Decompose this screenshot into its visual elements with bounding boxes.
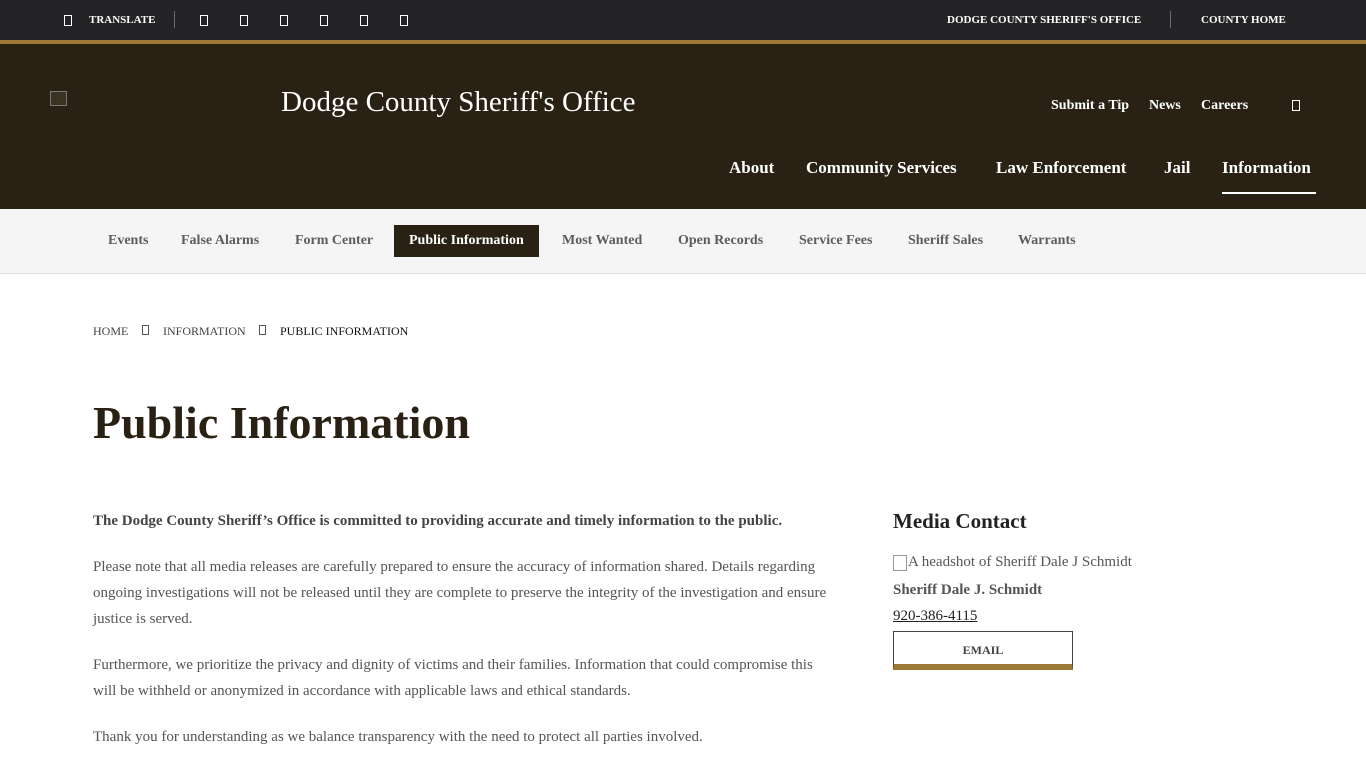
broken-image-icon [893, 555, 907, 571]
translate-label: TRANSLATE [89, 14, 156, 26]
subnav-item-sheriff-sales[interactable]: Sheriff Sales [908, 233, 984, 248]
chevron-right-icon [259, 325, 266, 335]
content-paragraph: Furthermore, we prioritize the privacy and dignity of victims and their families. Information that could compromise this will be withheld or anonymized in accordance with applicable laws and ethical standards. [93, 657, 813, 699]
twitter-icon [240, 15, 248, 26]
sheriff-headshot [893, 554, 1132, 571]
quick-link-careers[interactable]: Careers [1201, 98, 1249, 113]
subnav-item-service-fees[interactable]: Service Fees [799, 233, 873, 248]
envelope-icon [400, 15, 408, 26]
main-content [93, 508, 838, 770]
email-link[interactable] [400, 0, 408, 40]
nav-item-law-enforcement[interactable]: Law Enforcement [996, 158, 1127, 177]
topbar-link-county-home[interactable]: COUNTY HOME [1201, 14, 1286, 26]
chevron-right-icon [142, 325, 149, 335]
subnav-item-events[interactable]: Events [108, 233, 149, 248]
breadcrumb-home[interactable]: HOME [93, 324, 129, 338]
nav-item-jail[interactable]: Jail [1164, 158, 1191, 177]
facebook-link[interactable] [200, 0, 208, 40]
youtube-link[interactable] [320, 0, 328, 40]
breadcrumb-current: PUBLIC INFORMATION [280, 324, 409, 338]
globe-icon [64, 15, 72, 26]
contact-name: Sheriff Dale J. Schmidt [893, 582, 1043, 598]
active-nav-indicator [1222, 192, 1316, 194]
linkedin-link[interactable] [360, 0, 368, 40]
headshot-alt-text: A headshot of Sheriff Dale J Schmidt [908, 554, 1132, 570]
site-title[interactable]: Dodge County Sheriff's Office [281, 86, 636, 118]
search-icon[interactable] [1292, 100, 1300, 111]
section-subnav [0, 209, 1366, 274]
subnav-item-most-wanted[interactable]: Most Wanted [562, 233, 643, 248]
quick-link-submit-tip[interactable]: Submit a Tip [1051, 98, 1130, 113]
content-paragraph: Thank you for understanding as we balance transparency with the need to protect all parties involved. [93, 729, 703, 745]
youtube-icon [320, 15, 328, 26]
lead-paragraph: The Dodge County Sheriff’s Office is committed to providing accurate and timely information to the public. [93, 513, 783, 529]
contact-phone-link[interactable]: 920-386-4115 [893, 608, 978, 624]
subnav-item-form-center[interactable]: Form Center [295, 233, 374, 248]
breadcrumb-information[interactable]: INFORMATION [163, 324, 246, 338]
site-header [0, 44, 1366, 209]
divider [1170, 11, 1171, 28]
content-paragraph: Please note that all media releases are carefully prepared to ensure the accuracy of information shared. Details regarding ongoing investigations will not be released until they are complete to preserve the integrity of the investigation and ensure justice is served. [93, 559, 827, 627]
linkedin-icon [360, 15, 368, 26]
quick-link-news[interactable]: News [1149, 98, 1181, 113]
translate-button[interactable] [64, 0, 155, 40]
media-contact-heading: Media Contact [893, 509, 1027, 533]
facebook-icon [200, 15, 208, 26]
topbar-link-sheriffs-office[interactable]: DODGE COUNTY SHERIFF'S OFFICE [947, 14, 1142, 26]
subnav-item-public-information[interactable]: Public Information [394, 225, 539, 257]
instagram-icon [280, 15, 288, 26]
site-logo[interactable] [50, 91, 67, 106]
subnav-item-warrants[interactable]: Warrants [1018, 233, 1076, 248]
utility-bar [0, 0, 1366, 40]
divider [174, 11, 175, 28]
nav-item-community-services[interactable]: Community Services [806, 158, 957, 177]
email-button[interactable]: EMAIL [893, 631, 1073, 670]
twitter-link[interactable] [240, 0, 248, 40]
nav-item-about[interactable]: About [729, 158, 775, 177]
subnav-item-open-records[interactable]: Open Records [678, 233, 764, 248]
subnav-item-false-alarms[interactable]: False Alarms [181, 233, 260, 248]
page-title: Public Information [93, 397, 470, 448]
nav-item-information[interactable]: Information [1222, 158, 1311, 177]
instagram-link[interactable] [280, 0, 288, 40]
